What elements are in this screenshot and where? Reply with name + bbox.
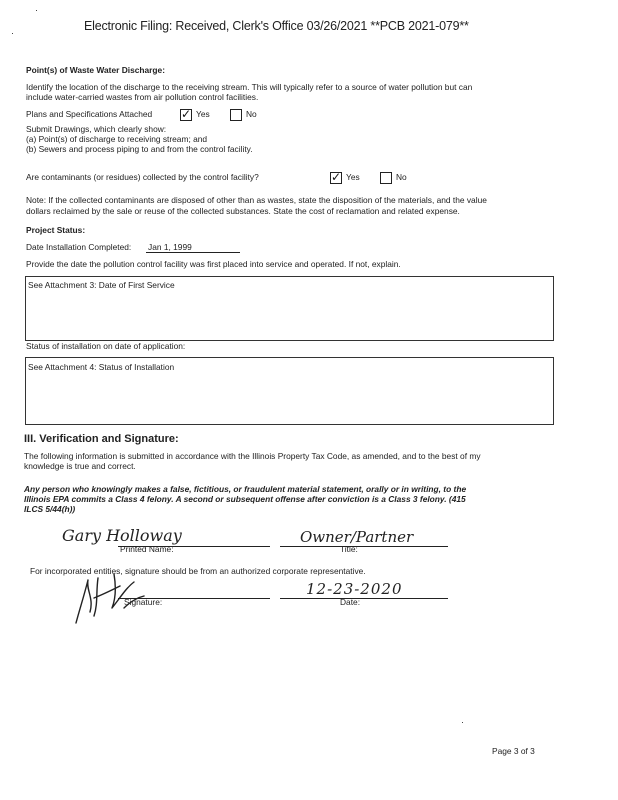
contaminants-note-2: dollars reclaimed by the sale or reuse of the collected substances. State the cost of reclamation and related expense. <box>26 206 460 216</box>
date-installation-value: Jan 1, 1999 <box>148 242 192 252</box>
plans-no-label: No <box>246 109 257 119</box>
contaminants-yes-checkbox[interactable] <box>330 172 342 184</box>
plans-yes-label: Yes <box>196 109 210 119</box>
contaminants-yes-label: Yes <box>346 172 360 182</box>
contaminants-no-checkbox[interactable] <box>380 172 392 184</box>
status-installation-box[interactable] <box>25 357 554 425</box>
felony-warning-2: Illinois EPA commits a Class 4 felony. A second or subsequent offense after conviction is a Class 3 felony. (415 <box>24 494 466 504</box>
title-handwritten: Owner/Partner <box>300 528 414 546</box>
felony-warning-1: Any person who knowingly makes a false, fictitious, or fraudulent material statement, orally or in writing, to the <box>24 484 467 494</box>
status-installation-label: Status of installation on date of application: <box>26 341 186 351</box>
date-label: Date: <box>340 597 361 607</box>
contaminants-no-label: No <box>396 172 407 182</box>
contaminants-note-1: Note: If the collected contaminants are disposed of other than as wastes, state the disposition of the materials, and the value <box>26 195 487 205</box>
verification-text-1: The following information is submitted in accordance with the Illinois Property Tax Code, as amended, and to the best of my <box>24 451 481 461</box>
status-installation-text: See Attachment 4: Status of Installation <box>28 362 175 372</box>
discharge-text-2: include water-carried wastes from air pollution control facilities. <box>26 92 259 102</box>
discharge-heading: Point(s) of Waste Water Discharge: <box>26 65 165 75</box>
corporate-note: For incorporated entities, signature should be from an authorized corporate representative. <box>30 566 366 576</box>
date-installation-label: Date Installation Completed: <box>26 242 132 252</box>
felony-warning-3: ILCS 5/44(h)) <box>24 504 76 514</box>
contaminants-question: Are contaminants (or residues) collected by the control facility? <box>26 172 259 182</box>
submit-drawings-a: (a) Point(s) of discharge to receiving stream; and <box>26 134 208 144</box>
filing-stamp: Electronic Filing: Received, Clerk's Office 03/26/2021 **PCB 2021-079** <box>84 19 469 33</box>
date-line <box>280 598 448 599</box>
scan-speck <box>36 10 37 11</box>
submit-drawings-b: (b) Sewers and process piping to and from the control facility. <box>26 144 253 154</box>
title-label: Title: <box>340 544 358 554</box>
discharge-text-1: Identify the location of the discharge to the receiving stream. This will typically refer to a source of water pollution but can <box>26 82 473 92</box>
verification-heading: III. Verification and Signature: <box>24 433 179 445</box>
first-service-box[interactable] <box>25 276 554 341</box>
date-installation-underline <box>146 252 240 253</box>
printed-name-label: Printed Name: <box>120 544 174 554</box>
project-status-heading: Project Status: <box>26 225 86 235</box>
signature-label: Signature: <box>124 597 163 607</box>
submit-drawings-text: Submit Drawings, which clearly show: <box>26 124 167 134</box>
title-line <box>280 546 448 547</box>
page-number: Page 3 of 3 <box>492 746 535 756</box>
date-handwritten: 12-23-2020 <box>306 580 403 598</box>
provide-date-text: Provide the date the pollution control facility was first placed into service and operated. If not, explain. <box>26 259 401 269</box>
plans-yes-checkbox[interactable] <box>180 109 192 121</box>
verification-text-2: knowledge is true and correct. <box>24 461 136 471</box>
plans-no-checkbox[interactable] <box>230 109 242 121</box>
first-service-text: See Attachment 3: Date of First Service <box>28 280 175 290</box>
scan-speck <box>12 33 13 34</box>
plans-label: Plans and Specifications Attached <box>26 109 153 119</box>
scan-speck <box>462 722 463 723</box>
printed-name-handwritten: Gary Holloway <box>62 526 182 545</box>
